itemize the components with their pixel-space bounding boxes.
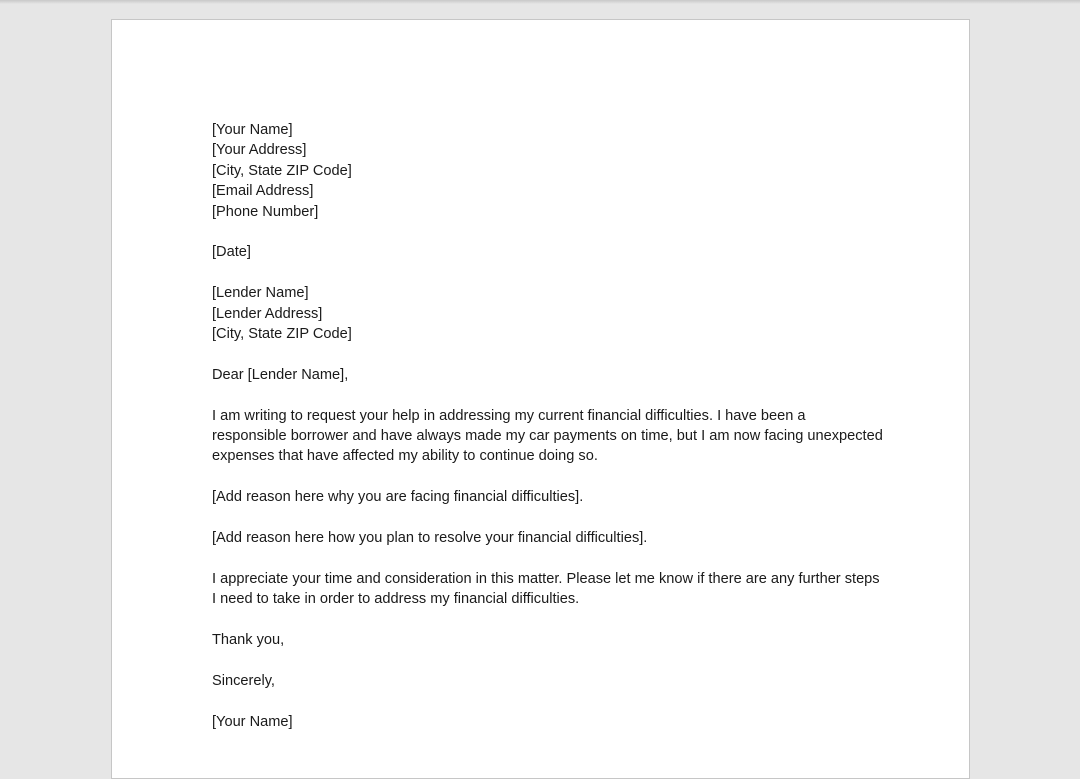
paragraph-4-line-2: I need to take in order to address my financial difficulties. <box>212 591 580 608</box>
spacer <box>212 650 882 670</box>
paragraph-2: [Add reason here why you are facing financial difficulties]. <box>212 489 584 506</box>
spacer <box>212 222 882 242</box>
spacer <box>212 467 882 487</box>
spacer <box>212 508 882 528</box>
paragraph-1-line-3: expenses that have affected my ability to continue doing so. <box>212 448 598 465</box>
sender-name: [Your Name] <box>212 122 293 138</box>
letter-date: [Date] <box>212 244 251 261</box>
recipient-address: [Lender Address] <box>212 305 323 322</box>
paragraph-3: [Add reason here how you plan to resolve your financial difficulties]. <box>212 530 648 547</box>
recipient-city: [City, State ZIP Code] <box>212 326 352 343</box>
signature-name: [Your Name] <box>212 713 293 730</box>
window-top-shadow <box>0 0 1080 4</box>
paragraph-1-line-2: responsible borrower and have always made my car payments on time, but I am now facing unexpected <box>212 428 883 445</box>
paragraph-4-line-1: I appreciate your time and consideration in this matter. Please let me know if there are any further steps <box>212 570 880 587</box>
paragraph-1-line-1: I am writing to request your help in addressing my current financial difficulties. I have been a <box>212 407 806 424</box>
thanks-line: Thank you, <box>212 632 285 649</box>
sender-phone: [Phone Number] <box>212 203 319 220</box>
sender-address: [Your Address] <box>212 142 307 159</box>
recipient-name: [Lender Name] <box>212 285 309 302</box>
letter-body[interactable] <box>212 120 882 732</box>
spacer <box>212 610 882 630</box>
closing-line: Sincerely, <box>212 672 275 689</box>
salutation: Dear [Lender Name], <box>212 366 349 383</box>
sender-email: [Email Address] <box>212 183 314 200</box>
spacer <box>212 263 882 283</box>
document-page[interactable] <box>111 19 970 779</box>
spacer <box>212 344 882 364</box>
spacer <box>212 385 882 405</box>
sender-city: [City, State ZIP Code] <box>212 162 352 179</box>
spacer <box>212 691 882 711</box>
spacer <box>212 548 882 568</box>
